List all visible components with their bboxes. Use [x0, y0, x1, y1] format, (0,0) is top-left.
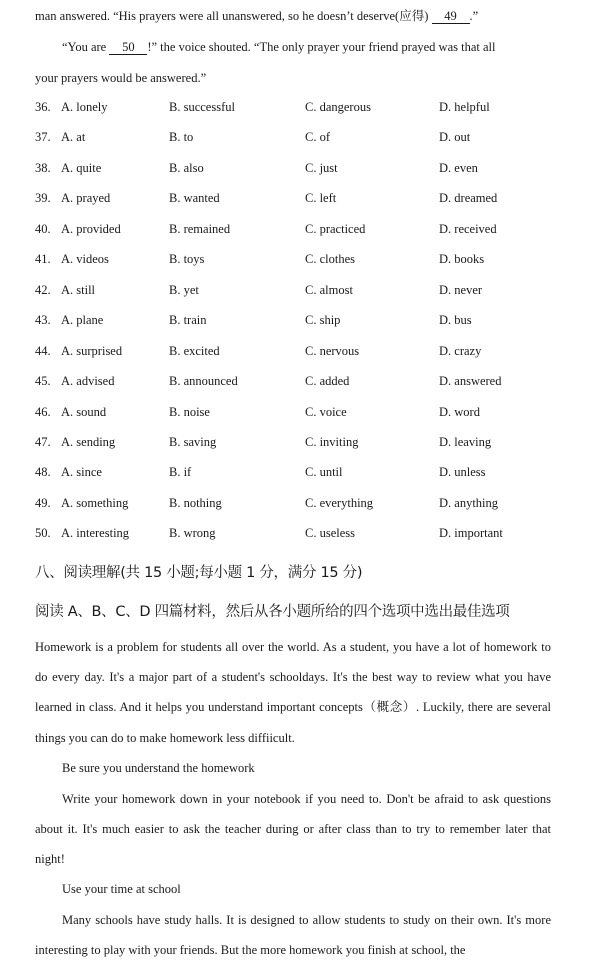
- question-number: 45.: [35, 374, 51, 389]
- option-d: D. dreamed: [439, 191, 498, 206]
- question-number: 40.: [35, 221, 51, 236]
- cloze-text-end: !” the voice shouted. “The only prayer your friend prayed was that all: [147, 40, 496, 54]
- question-number: 38.: [35, 160, 51, 175]
- option-row: [35, 526, 565, 542]
- option-a: A. sound: [61, 404, 107, 419]
- option-a: A. interesting: [61, 526, 130, 541]
- option-row: [35, 465, 565, 481]
- option-b: B. successful: [169, 100, 235, 114]
- option-b: B. nothing: [169, 495, 222, 510]
- option-b: B. if: [169, 465, 192, 480]
- option-b: B. train: [169, 313, 207, 328]
- question-number: 37.: [35, 130, 51, 145]
- option-row: [35, 191, 565, 207]
- option-a: A. provided: [61, 221, 121, 236]
- option-a: A. prayed: [61, 191, 111, 206]
- option-a: A. surprised: [61, 343, 123, 358]
- option-row: [35, 374, 565, 390]
- section-heading: 八、阅读理解(共 15 小题;每小题 1 分，满分 15 分): [35, 565, 363, 581]
- option-d: D. received: [439, 221, 497, 236]
- option-row: [35, 344, 565, 360]
- option-b: B. yet: [169, 282, 199, 297]
- option-row: [35, 496, 565, 512]
- option-b: B. wanted: [169, 191, 220, 206]
- subheading-2: Use your time at school: [62, 882, 181, 896]
- option-d: D. anything: [439, 495, 499, 510]
- option-b: B. wrong: [169, 526, 216, 541]
- option-row: [35, 313, 565, 329]
- option-d: D. helpful: [439, 100, 490, 114]
- passage-paragraph-2: [35, 784, 551, 875]
- option-b: B. also: [169, 160, 204, 175]
- option-row: [35, 130, 565, 146]
- option-row: [35, 405, 565, 421]
- option-c: C. of: [305, 130, 330, 145]
- option-a: A. advised: [61, 374, 115, 389]
- option-row: [35, 435, 565, 451]
- question-number: 47.: [35, 434, 51, 449]
- question-number: 49.: [35, 495, 51, 510]
- question-number: 41.: [35, 252, 51, 267]
- option-b: B. toys: [169, 252, 205, 267]
- question-number: 50.: [35, 526, 51, 541]
- option-a: A. sending: [61, 434, 116, 449]
- option-row: [35, 283, 565, 299]
- option-d: D. even: [439, 160, 478, 175]
- option-d: D. never: [439, 282, 483, 297]
- option-c: C. useless: [305, 526, 355, 541]
- blank-50: 50: [109, 40, 147, 55]
- option-c: C. almost: [305, 282, 353, 297]
- option-d: D. leaving: [439, 434, 492, 449]
- option-c: C. just: [305, 160, 338, 175]
- question-number: 48.: [35, 465, 51, 480]
- option-a: A. lonely: [61, 100, 108, 114]
- option-row: [35, 222, 565, 238]
- option-c: C. everything: [305, 495, 374, 510]
- option-c: C. inviting: [305, 434, 359, 449]
- paragraph-text: Write your homework down in your notebook if you need to. Don't be afraid to ask questions about it. It's much easier to ask the teacher during or after class than to try to remember later that night!: [35, 792, 551, 867]
- subheading-1: Be sure you understand the homework: [62, 761, 255, 775]
- option-c: C. nervous: [305, 343, 360, 358]
- blank-49: 49: [432, 9, 470, 24]
- option-row: [35, 100, 565, 116]
- cloze-text: “You are: [62, 40, 110, 54]
- option-b: B. announced: [169, 374, 238, 389]
- option-d: D. important: [439, 526, 503, 541]
- paragraph-text: Many schools have study halls. It is designed to allow students to study on their own. It's more interesting to play with your friends. But the more homework you finish at school, the: [35, 913, 551, 958]
- cloze-text: man answered. “His prayers were all unanswered, so he doesn’t deserve(应得): [35, 9, 432, 23]
- question-number: 39.: [35, 191, 51, 206]
- cloze-line-1: [35, 8, 555, 24]
- question-number: 43.: [35, 313, 51, 328]
- question-number: 42.: [35, 282, 51, 297]
- option-d: D. unless: [439, 465, 486, 480]
- option-a: A. something: [61, 495, 129, 510]
- option-d: D. crazy: [439, 343, 482, 358]
- option-c: C. practiced: [305, 221, 366, 236]
- option-c: C. voice: [305, 404, 347, 419]
- option-d: D. books: [439, 252, 485, 267]
- option-a: A. plane: [61, 313, 104, 328]
- question-number: 44.: [35, 343, 51, 358]
- option-d: D. answered: [439, 374, 502, 389]
- option-b: B. noise: [169, 404, 210, 419]
- option-a: A. at: [61, 130, 86, 145]
- passage-paragraph-3: [35, 905, 551, 965]
- option-c: C. left: [305, 191, 337, 206]
- option-c: C. added: [305, 374, 350, 389]
- option-d: D. word: [439, 404, 480, 419]
- option-c: C. until: [305, 465, 343, 480]
- paragraph-text: Homework is a problem for students all over the world. As a student, you have a lot of homework to do every day. It's a major part of a student's schooldays. It's the best way to review what you have learned in class. And it helps you understand important concepts（概念）. Luckily, there are several things you can do to make homework less diffiicult.: [35, 640, 551, 745]
- option-b: B. to: [169, 130, 194, 145]
- cloze-text-end: .”: [469, 9, 479, 23]
- option-b: B. saving: [169, 434, 217, 449]
- option-row: [35, 161, 565, 177]
- option-b: B. excited: [169, 343, 220, 358]
- option-a: A. quite: [61, 160, 102, 175]
- option-d: D. out: [439, 130, 471, 145]
- question-number: 36.: [35, 100, 51, 114]
- cloze-line-3: your prayers would be answered.”: [35, 71, 207, 85]
- option-a: A. since: [61, 465, 102, 480]
- option-b: B. remained: [169, 221, 231, 236]
- option-c: C. ship: [305, 313, 341, 328]
- option-c: C. clothes: [305, 252, 355, 267]
- instruction: 阅读 A、B、C、D 四篇材料，然后从各小题所给的四个选项中选出最佳选项: [35, 604, 510, 620]
- option-d: D. bus: [439, 313, 472, 328]
- option-a: A. videos: [61, 252, 109, 267]
- option-row: [35, 252, 565, 268]
- passage-paragraph-1: [35, 632, 551, 753]
- option-a: A. still: [61, 282, 96, 297]
- question-number: 46.: [35, 404, 51, 419]
- option-c: C. dangerous: [305, 100, 371, 114]
- cloze-line-2: [62, 39, 582, 55]
